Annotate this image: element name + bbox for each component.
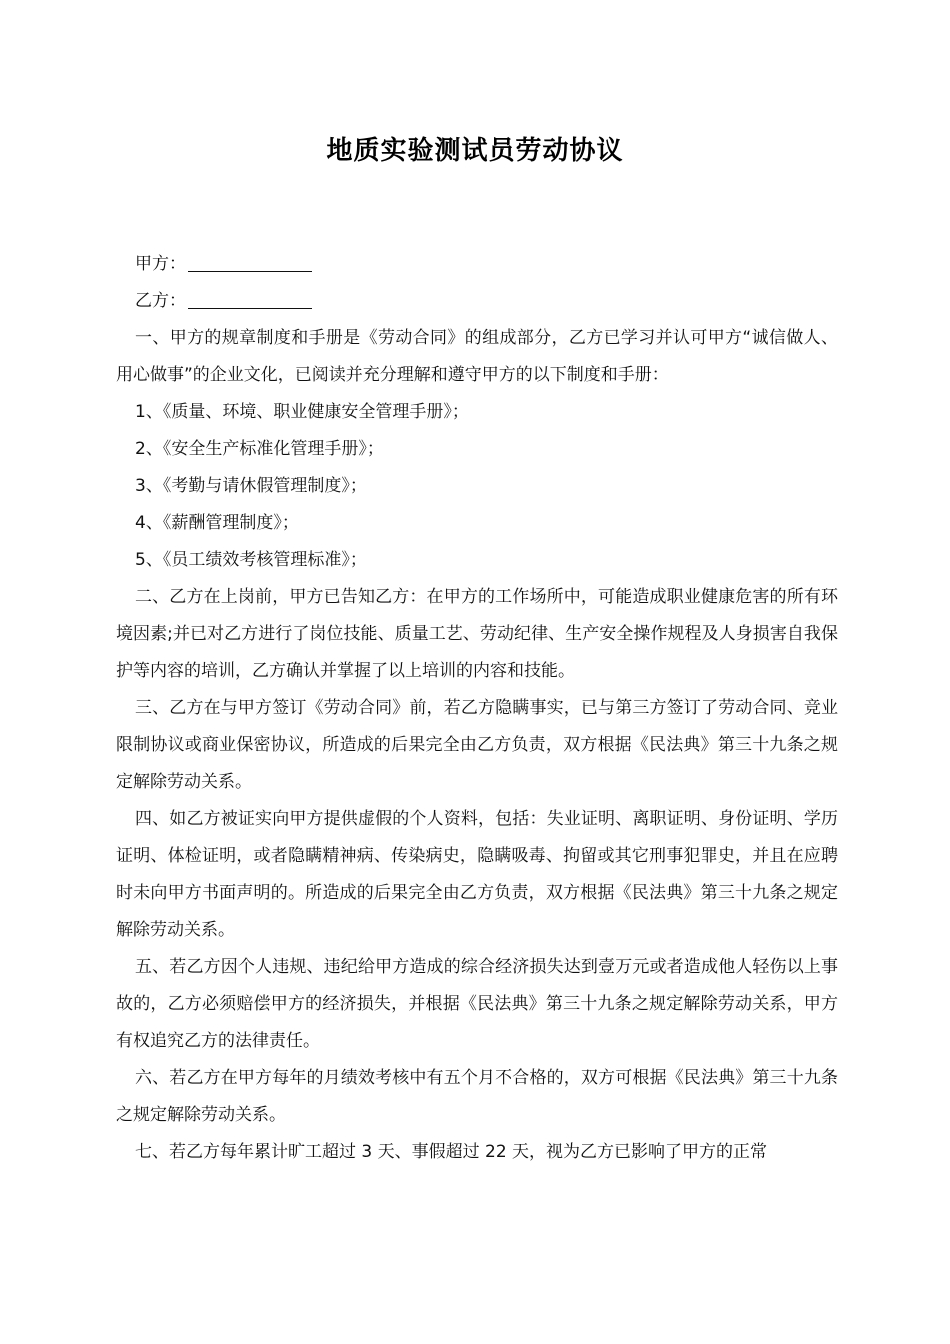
document-body — [116, 246, 838, 1171]
manual-item-1: 1、《质量、环境、职业健康安全管理手册》； — [135, 402, 469, 422]
clause-3: 三、乙方在与甲方签订《劳动合同》前，若乙方隐瞒事实，已与第三方签订了劳动合同、竞业限制协议或商业保密协议，所造成的后果完全由乙方负责，双方根据《民法典》第三十九条之规定解除劳动关系。 — [116, 698, 838, 792]
document-title: 地质实验测试员劳动协议 — [326, 136, 624, 166]
manual-item-5: 5、《员工绩效考核管理标准》； — [135, 550, 367, 570]
party-b-line — [116, 283, 838, 320]
clause-7: 七、若乙方每年累计旷工超过 3 天、事假超过 22 天，视为乙方已影响了甲方的正常 — [135, 1142, 768, 1162]
party-a-blank — [188, 247, 312, 272]
clause-6: 六、若乙方在甲方每年的月绩效考核中有五个月不合格的，双方可根据《民法典》第三十九条之规定解除劳动关系。 — [116, 1068, 838, 1125]
clause-4: 四、如乙方被证实向甲方提供虚假的个人资料，包括：失业证明、离职证明、身份证明、学历证明、体检证明，或者隐瞒精神病、传染病史，隐瞒吸毒、拘留或其它刑事犯罪史，并且在应聘时未向甲方书面声明的。所造成的后果完全由乙方负责，双方根据《民法典》第三十九条之规定解除劳动关系。 — [116, 809, 838, 940]
manual-item-3: 3、《考勤与请休假管理制度》； — [135, 476, 367, 496]
manual-item-4: 4、《薪酬管理制度》； — [135, 513, 299, 533]
clause-5: 五、若乙方因个人违规、违纪给甲方造成的综合经济损失达到壹万元或者造成他人轻伤以上事故的，乙方必须赔偿甲方的经济损失，并根据《民法典》第三十九条之规定解除劳动关系，甲方有权追究乙方的法律责任。 — [116, 957, 838, 1051]
party-a-line — [116, 246, 838, 283]
party-b-blank — [188, 284, 312, 309]
clause-1: 一、甲方的规章制度和手册是《劳动合同》的组成部分，乙方已学习并认可甲方“诚信做人、用心做事”的企业文化，已阅读并充分理解和遵守甲方的以下制度和手册： — [116, 328, 838, 385]
party-a-label: 甲方： — [135, 254, 186, 274]
clause-2: 二、乙方在上岗前，甲方已告知乙方：在甲方的工作场所中，可能造成职业健康危害的所有环境因素;并已对乙方进行了岗位技能、质量工艺、劳动纪律、生产安全操作规程及人身损害自我保护等内容的培训，乙方确认并掌握了以上培训的内容和技能。 — [116, 587, 838, 681]
party-b-label: 乙方： — [135, 291, 186, 311]
manual-item-2: 2、《安全生产标准化管理手册》； — [135, 439, 384, 459]
